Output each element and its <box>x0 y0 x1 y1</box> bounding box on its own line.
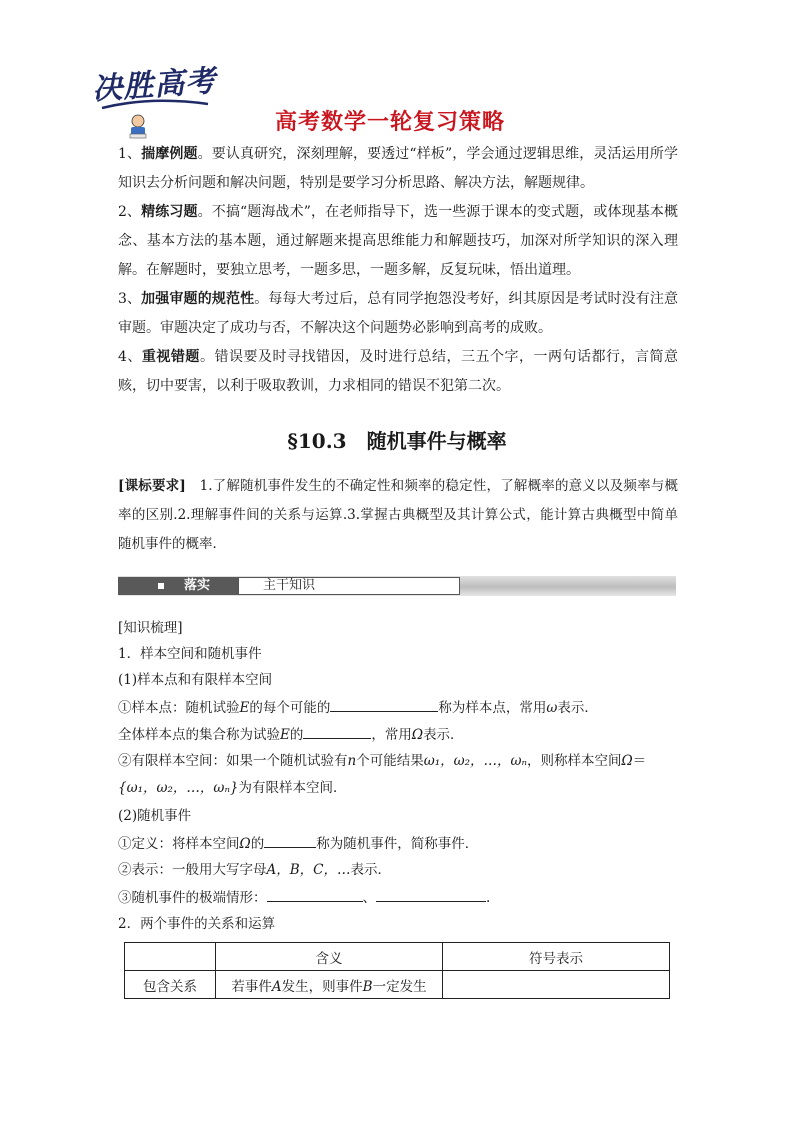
table-cell-symbol <box>443 971 670 999</box>
fill-blank[interactable] <box>267 887 363 902</box>
line-finite-space: ②有限样本空间：如果一个随机试验有n个可能结果ω₁，ω₂，…，ωₙ，则称样本空间Ω＝ <box>118 753 647 769</box>
fill-blank[interactable] <box>303 724 371 739</box>
table-cell-meaning: 若事件A发生，则事件B一定发生 <box>216 971 443 999</box>
section-title: §10.3 随机事件与概率 <box>287 429 507 453</box>
line-notation: ②表示：一般用大写字母A，B，C，…表示． <box>118 862 391 878</box>
line-sample-point: ①样本点：随机试验E的每个可能的 称为样本点，常用ω表示． <box>118 697 678 718</box>
line-definition: ①定义：将样本空间Ω的 称为随机事件，简称事件． <box>118 833 678 854</box>
requirements-tag: [课标要求] <box>118 478 186 494</box>
subsection-1b: (2)随机事件 <box>118 808 192 824</box>
mascot-icon <box>126 112 150 140</box>
line-finite-space-cont: {ω₁，ω₂，…，ωₙ}为有限样本空间． <box>118 780 347 796</box>
subsection-1: 1．样本空间和随机事件 <box>118 646 262 662</box>
table-header-cell <box>125 943 216 971</box>
square-bullet-icon <box>158 583 164 589</box>
subsection-1a: (1)样本点和有限样本空间 <box>118 672 273 688</box>
tip-3: 3、加强审题的规范性。每每大考过后，总有同学抱怨没考好，纠其原因是考试时没有注意审题。审题决定了成功与否，不解决这个问题势必影响到高考的成败。 <box>118 291 678 336</box>
bar-left-tab: 落实 <box>118 577 238 595</box>
logo <box>92 60 222 140</box>
bar-right-tab: 主干知识 <box>238 577 460 595</box>
table-header-cell: 符号表示 <box>443 943 670 971</box>
subsection-2: 2．两个事件的关系和运算 <box>118 916 276 932</box>
table-header-cell: 含义 <box>216 943 443 971</box>
line-extreme-cases: ③随机事件的极端情形： 、 . <box>118 887 678 908</box>
table-cell-relation: 包含关系 <box>125 971 216 999</box>
tip-1: 1、揣摩例题。要认真研究，深刻理解，要透过“样板”，学会通过逻辑思维，灵活运用所学知识去分析问题和解决问题，特别是要学习分析思路、解决方法，解题规律。 <box>118 146 679 191</box>
logo-swoosh-icon <box>100 98 210 112</box>
table-row <box>125 971 670 999</box>
tip-2: 2、精练习题。不搞“题海战术”，在老师指导下，选一些源于课本的变式题，或体现基本概念、基本方法的基本题，通过解题来提高思维能力和解题技巧，加深对所学知识的深入理解。在解题时，要独立思考，一题多思，一题多解，反复玩味，悟出道理。 <box>118 204 679 278</box>
fill-blank[interactable] <box>330 697 438 712</box>
fill-blank[interactable] <box>264 833 316 848</box>
event-relations-table <box>124 942 670 999</box>
table-header-row <box>125 943 670 971</box>
logo-text: 决胜高考 <box>91 63 218 108</box>
banner-title: 高考数学一轮复习策略 <box>275 110 506 135</box>
curriculum-requirements: [课标要求] 1.了解随机事件发生的不确定性和频率的稳定性，了解概率的意义以及频率与概率的区别.2.理解事件间的关系与运算.3.掌握古典概型及其计算公式，能计算古典概型中简单随机事件的概率． <box>118 478 678 552</box>
line-sample-space: 全体样本点的集合称为试验E的 ，常用Ω表示． <box>118 724 678 745</box>
section-bar <box>118 576 676 596</box>
tip-4: 4、重视错题。错误要及时寻找错因，及时进行总结，三五个字，一两句话都行，言简意赅，切中要害，以利于吸取教训，力求相同的错误不犯第二次。 <box>118 349 679 394</box>
knowledge-heading: [知识梳理] <box>118 620 183 636</box>
fill-blank[interactable] <box>376 887 486 902</box>
